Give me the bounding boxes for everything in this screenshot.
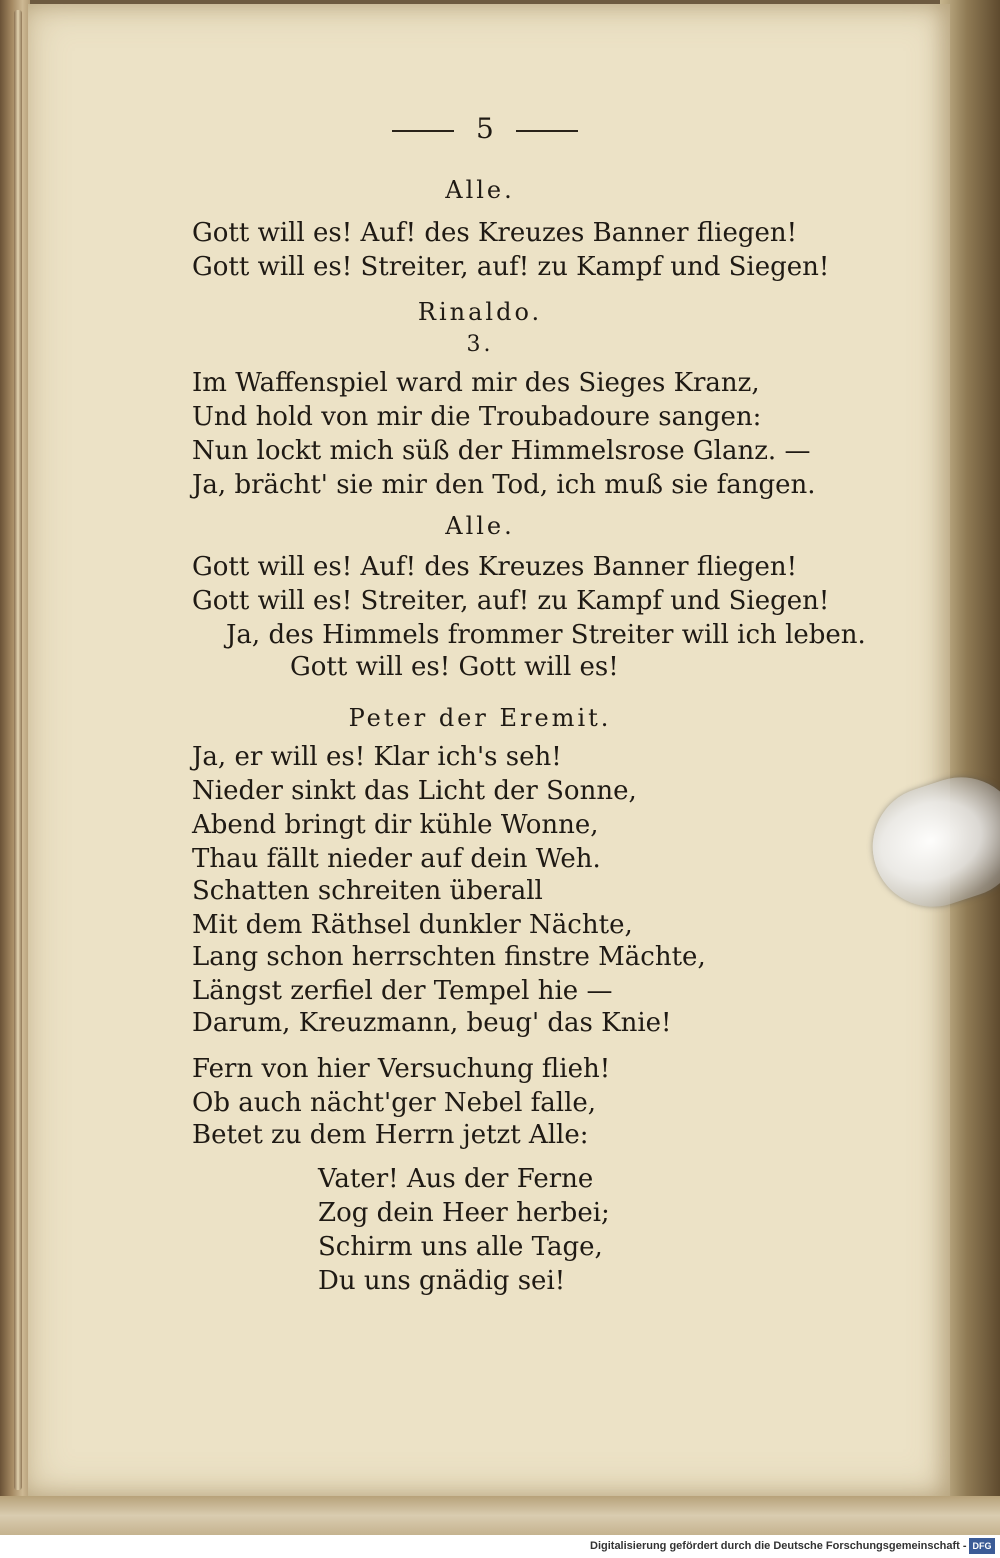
verse-line: Thau fällt nieder auf dein Weh. — [192, 844, 601, 874]
verse-line: Nieder sinkt das Licht der Sonne, — [192, 776, 637, 806]
verse-line: Darum, Kreuzmann, beug' das Knie! — [192, 1008, 672, 1038]
verse-line: Zog dein Heer herbei; — [318, 1198, 610, 1228]
dfg-logo: DFG — [969, 1538, 995, 1554]
verse-line: Ja, er will es! Klar ich's seh! — [192, 742, 562, 772]
verse-line: Abend bringt dir kühle Wonne, — [192, 810, 599, 840]
verse-line: Ja, brächt' sie mir den Tod, ich muß sie fangen. — [192, 470, 816, 500]
speaker-heading: Rinaldo. — [417, 298, 543, 326]
speaker-heading: Alle. — [445, 176, 515, 204]
verse-line: Vater! Aus der Ferne — [318, 1164, 594, 1194]
page-number-value: 5 — [476, 112, 494, 145]
page-number-dash-left — [392, 130, 454, 132]
verse-line: Gott will es! Streiter, auf! zu Kampf und Siegen! — [192, 586, 830, 616]
verse-line: Lang schon herrschten finstre Mächte, — [192, 942, 706, 972]
book-spine-fold — [14, 10, 22, 1490]
verse-line: Ja, des Himmels frommer Streiter will ich leben. — [226, 620, 866, 650]
digitization-credit: Digitalisierung gefördert durch die Deutsche Forschungsgemeinschaft - — [590, 1540, 967, 1552]
stanza-number: 3. — [466, 332, 494, 357]
verse-line: Gott will es! Auf! des Kreuzes Banner fliegen! — [192, 552, 798, 582]
verse-line: Gott will es! Auf! des Kreuzes Banner fliegen! — [192, 218, 798, 248]
verse-line: Mit dem Räthsel dunkler Nächte, — [192, 910, 633, 940]
verse-line: Gott will es! Gott will es! — [290, 652, 619, 682]
verse-line: Ob auch nächt'ger Nebel falle, — [192, 1088, 597, 1118]
verse-line: Fern von hier Versuchung flieh! — [192, 1054, 611, 1084]
speaker-heading: Alle. — [445, 512, 515, 540]
verse-line: Längst zerfiel der Tempel hie — — [192, 976, 613, 1006]
verse-line: Schirm uns alle Tage, — [318, 1232, 603, 1262]
page-number — [370, 112, 588, 145]
book-bottom-edge — [0, 1496, 1000, 1535]
verse-line: Im Waffenspiel ward mir des Sieges Kranz, — [192, 368, 760, 398]
verse-line: Schatten schreiten überall — [192, 876, 543, 906]
speaker-heading: Peter der Eremit. — [348, 704, 612, 732]
verse-line: Gott will es! Streiter, auf! zu Kampf und Siegen! — [192, 252, 830, 282]
page-number-dash-right — [516, 130, 578, 132]
verse-line: Nun lockt mich süß der Himmelsrose Glanz. — — [192, 436, 811, 466]
verse-line: Und hold von mir die Troubadoure sangen: — [192, 402, 762, 432]
verse-line: Du uns gnädig sei! — [318, 1266, 566, 1296]
verse-line: Betet zu dem Herrn jetzt Alle: — [192, 1120, 589, 1150]
